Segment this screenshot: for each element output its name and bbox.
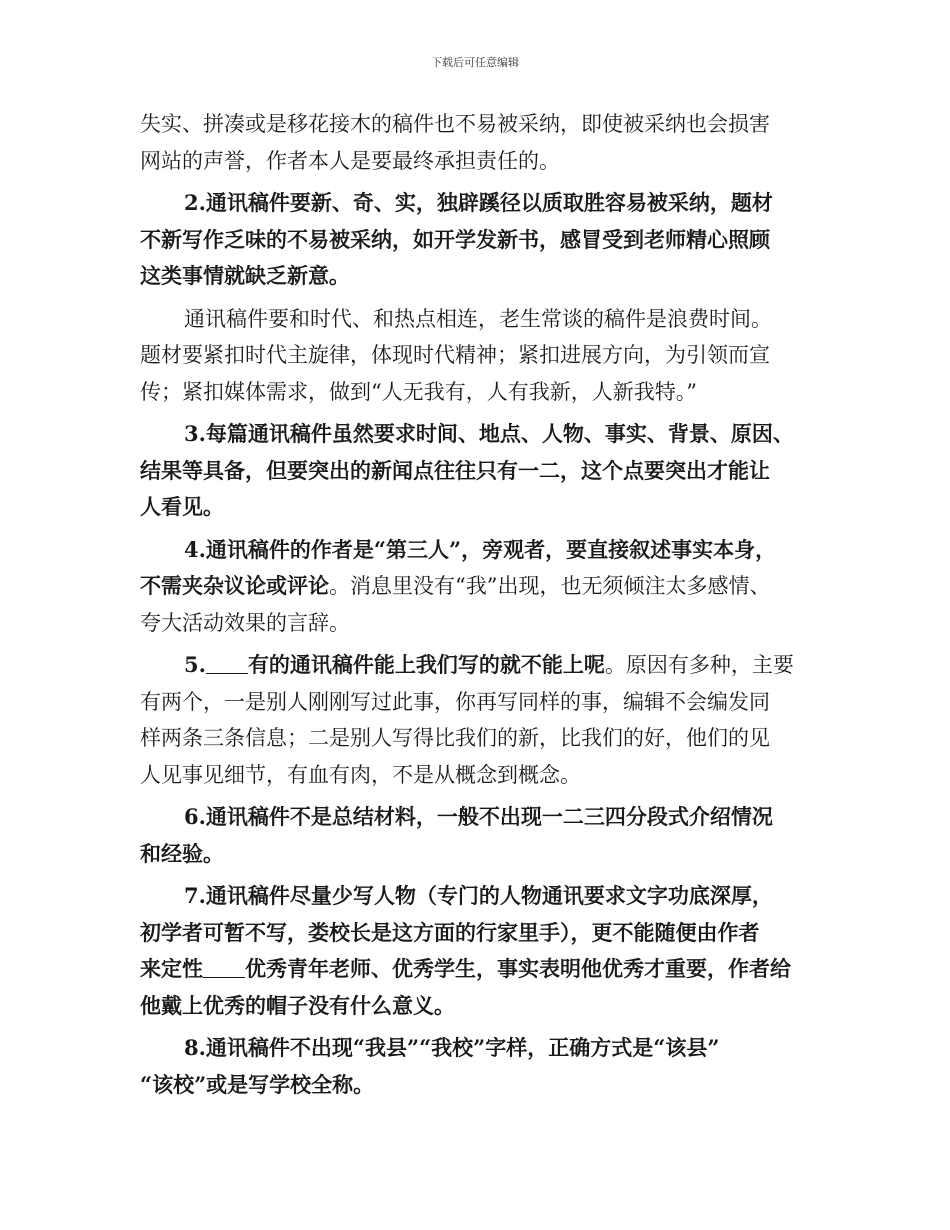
paragraph-6	[140, 647, 824, 793]
normal-run: 。消息里没有“我”出现，也无须倾注太多感情、	[329, 574, 771, 598]
text-line: 6.通讯稿件不是总结材料，一般不出现一二三四分段式介绍情况	[184, 804, 773, 829]
text-line: 人看见。	[140, 494, 224, 519]
text-line: 初学者可暂不写，娄校长是这方面的行家里手），更不能随便由作者	[140, 919, 760, 945]
text-line: 失实、拼凑或是移花接木的稿件也不易被采纳，即使被采纳也会损害	[140, 112, 770, 136]
text-line	[140, 568, 824, 605]
paragraph-2	[140, 185, 824, 295]
text-line: 通讯稿件要和时代、和热点相连，老生常谈的稿件是浪费时间。	[184, 306, 772, 331]
paragraph-4	[140, 416, 824, 526]
text-line: 和经验。	[140, 840, 224, 866]
text-line: 4.通讯稿件的作者是“第三人”，旁观者，要直接叙述事实本身，	[184, 536, 777, 562]
text-line: 传；紧扣媒体需求，做到“人无我有，人有我新，人新我特。”	[140, 379, 697, 404]
paragraph-9	[140, 1030, 824, 1103]
text-run: 优秀青年老师、优秀学生，事实表明他优秀才重要，作者给	[245, 956, 791, 981]
text-line: 2.通讯稿件要新、奇、实，独辟蹊径以质取胜容易被采纳，题材	[184, 190, 773, 215]
bold-run: 有的通讯稿件能上我们写的就不能上呢	[247, 652, 605, 677]
text-line: 7.通讯稿件尽量少写人物（专门的人物通讯要求文字功底深厚，	[184, 883, 773, 908]
text-line: 夸大活动效果的言辞。	[140, 610, 350, 635]
document-body	[140, 106, 824, 1103]
normal-run: 。原因有多种，主要	[604, 653, 794, 677]
text-line: 结果等具备，但要突出的新闻点往往只有一二，这个点要突出才能让	[140, 457, 770, 483]
paragraph-1	[140, 106, 824, 179]
blank-underline	[203, 959, 245, 978]
paragraph-8	[140, 878, 824, 1024]
text-run: 来定性	[140, 956, 203, 981]
text-line	[140, 951, 824, 988]
text-line: 人见事见细节，有血有肉，不是从概念到概念。	[140, 762, 581, 787]
paragraph-7	[140, 799, 824, 872]
blank-underline	[206, 655, 248, 674]
text-line: 题材要紧扣时代主旋律，体现时代精神；紧扣进展方向，为引领而宣	[140, 343, 770, 367]
text-line: “该校”或是写学校全称。	[140, 1071, 375, 1097]
text-line	[140, 647, 824, 684]
number-prefix: 5.	[184, 652, 206, 677]
paragraph-5	[140, 532, 824, 642]
text-line: 3.每篇通讯稿件虽然要求时间、地点、人物、事实、背景、原因、	[184, 421, 794, 446]
text-line: 有两个，一是别人刚刚写过此事，你再写同样的事，编辑不会编发同	[140, 689, 770, 714]
bold-run: 不需夹杂议论或评论	[140, 573, 329, 598]
text-line: 不新写作乏味的不易被采纳，如开学发新书，感冒受到老师精心照顾	[140, 226, 770, 252]
text-line: 样两条三条信息；二是别人写得比我们的新，比我们的好，他们的见	[140, 726, 770, 750]
text-line: 这类事情就缺乏新意。	[140, 263, 350, 288]
text-line: 他戴上优秀的帽子没有什么意义。	[140, 992, 455, 1018]
text-line: 8.通讯稿件不出现“我县”“我校”字样，正确方式是“该县”	[184, 1035, 720, 1060]
paragraph-3	[140, 301, 824, 411]
text-line: 网站的声誉，作者本人是要最终承担责任的。	[140, 148, 560, 173]
page-header: 下载后可任意编辑	[431, 56, 519, 69]
